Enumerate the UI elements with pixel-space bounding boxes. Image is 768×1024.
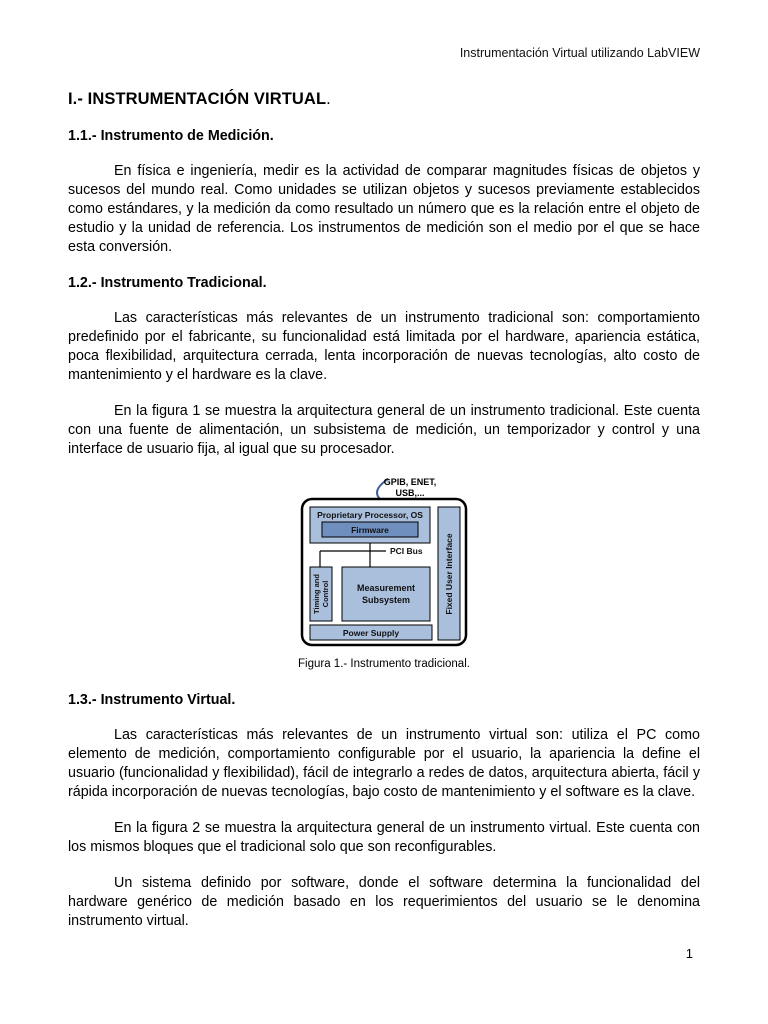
section-heading-1-1: 1.1.- Instrumento de Medición. [68, 128, 274, 144]
fixed-user-interface-label: Fixed User Interface [444, 533, 454, 615]
paragraph: Un sistema definido por software, donde el software determina la funcionalidad del hardware genérico de medición basado en los requerimientos del usuario se le denomina instrumento virtual. [68, 875, 700, 929]
page-content [68, 90, 700, 948]
section-heading-1-3: 1.3.- Instrumento Virtual. [68, 692, 236, 708]
measurement-label-line2: Subsystem [361, 595, 411, 605]
timing-label-line1: Timing and [312, 574, 321, 614]
measurement-subsystem-block [342, 567, 430, 621]
power-supply-label: Power Supply [342, 628, 400, 638]
connector-label-line1: GPIB, ENET, [383, 477, 437, 487]
measurement-label-line1: Measurement [356, 583, 416, 593]
paragraph: Las características más relevantes de un instrumento virtual son: utiliza el PC como elemento de medición, comportamiento configurable por el usuario, la apariencia la define el usuario (funcionalidad y flexibilidad), fácil de integrarlo a redes de datos, arquitectura abierta, fácil y rápida incorporación de nuevas tecnologías, bajo costo de mantenimiento y el software es la clave. [68, 727, 700, 800]
figure-1 [68, 467, 700, 657]
processor-label: Proprietary Processor, OS [317, 510, 423, 520]
figure-1-caption: Figura 1.- Instrumento tradicional. [298, 658, 470, 670]
bus-label: PCI Bus [390, 546, 423, 556]
paragraph: En la figura 2 se muestra la arquitectura general de un instrumento virtual. Este cuenta con los mismos bloques que el tradicional solo que son reconfigurables. [68, 820, 700, 855]
firmware-label: Firmware [351, 525, 389, 535]
timing-label-line2: Control [321, 580, 330, 608]
chapter-title-text: I.- INSTRUMENTACIÓN VIRTUAL [68, 90, 327, 108]
paragraph: En física e ingeniería, medir es la actividad de comparar magnitudes físicas de objetos y sucesos del mundo real. Como unidades se utilizan objetos y sucesos previamente establecidos como estándares, y la medición da como resultado un número que es la relación entre el objeto de estudio y la unidad de referencia. Los instrumentos de medición son el medio por el que se hace esta conversión. [68, 163, 700, 255]
chapter-title [68, 90, 700, 109]
paragraph: Las características más relevantes de un instrumento tradicional son: comportamiento predefinido por el fabricante, su funcionalidad está limitada por el hardware, apariencia estática, poca flexibilidad, arquitectura cerrada, lenta incorporación de nuevas tecnologías, alto costo de mantenimiento y el hardware es la clave. [68, 310, 700, 383]
connector-label-line2: USB,... [395, 488, 425, 498]
page-number: 1 [685, 946, 693, 961]
section-heading-1-2: 1.2.- Instrumento Tradicional. [68, 275, 267, 291]
paragraph: En la figura 1 se muestra la arquitectura general de un instrumento tradicional. Este cuenta con una fuente de alimentación, un subsistema de medición, un temporizador y control y una interface de usuario fija, al igual que su procesador. [68, 403, 700, 457]
running-header: Instrumentación Virtual utilizando LabVIEW [459, 46, 700, 60]
traditional-instrument-diagram [68, 467, 700, 657]
chapter-title-suffix: . [326, 90, 331, 108]
